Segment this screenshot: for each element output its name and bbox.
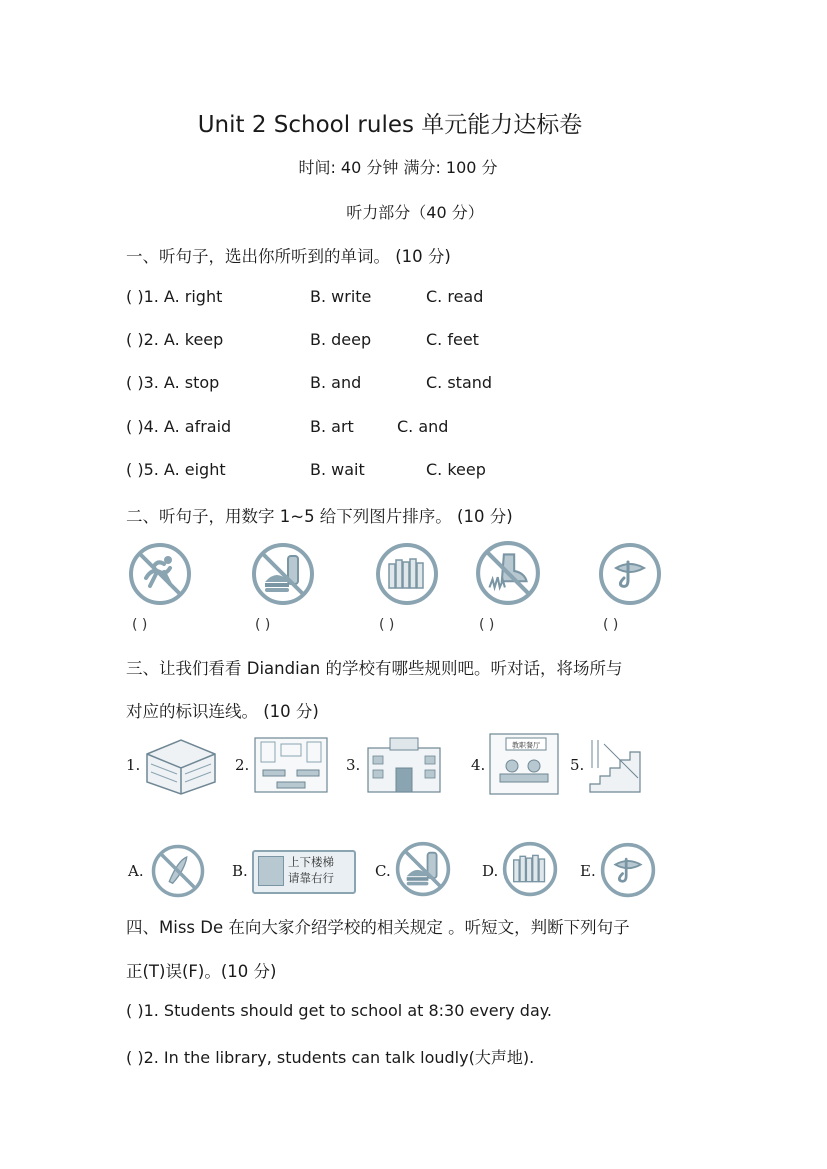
quiet-icon <box>598 542 662 606</box>
sign-label-b: B. <box>232 862 248 880</box>
order-blank-4[interactable]: ( ) <box>479 617 495 633</box>
sign-label-d: D. <box>482 862 499 880</box>
scene-number-5: 5. <box>570 756 585 774</box>
crayons-sign-icon <box>501 840 559 898</box>
scene-number-4: 4. <box>471 756 486 774</box>
q5-option-a: ( )5. A. eight <box>126 460 226 479</box>
canteen-sign-text: 教职餐厅 <box>512 741 540 750</box>
q3-option-a: ( )3. A. stop <box>126 373 220 392</box>
no-stepping-grass-sign-icon <box>150 843 206 899</box>
sign-label-a: A. <box>128 862 144 880</box>
crayons-icon <box>375 542 439 606</box>
page-title: Unit 2 School rules 单元能力达标卷 <box>197 112 583 138</box>
stairs-keep-right-sign <box>252 850 356 894</box>
exam-meta: 时间: 40 分钟 满分: 100 分 <box>298 158 498 177</box>
q5-option-b: B. wait <box>310 460 365 479</box>
q2-option-c: C. feet <box>426 330 479 349</box>
stairs-sign-icon <box>258 856 284 886</box>
section3-heading-line2: 对应的标识连线。 (10 分) <box>126 702 319 721</box>
q3-option-b: B. and <box>310 373 362 392</box>
canteen-illustration <box>488 732 560 796</box>
school-building-illustration <box>364 734 444 796</box>
q1-option-b: B. write <box>310 287 372 306</box>
library-illustration <box>251 734 331 796</box>
stairs-illustration <box>586 738 644 796</box>
section4-heading-line1: 四、Miss De 在向大家介绍学校的相关规定 。听短文，判断下列句子 <box>126 918 630 937</box>
tf-question-1: ( )1. Students should get to school at 8:30 every day. <box>126 1001 553 1020</box>
q2-option-a: ( )2. A. keep <box>126 330 224 349</box>
order-blank-1[interactable]: ( ) <box>132 617 148 633</box>
q2-option-b: B. deep <box>310 330 372 349</box>
section3-heading-line1: 三、让我们看看 Diandian 的学校有哪些规则吧。听对话，将场所与 <box>126 659 623 678</box>
q4-option-b: B. art <box>310 417 354 436</box>
tf-question-2: ( )2. In the library, students can talk loudly(大声地). <box>126 1048 535 1067</box>
sign-label-e: E. <box>580 862 596 880</box>
order-blank-5[interactable]: ( ) <box>603 617 619 633</box>
scene-number-2: 2. <box>235 756 250 774</box>
q5-option-c: C. keep <box>426 460 486 479</box>
order-blank-2[interactable]: ( ) <box>255 617 271 633</box>
section4-heading-line2: 正(T)误(F)。(10 分) <box>126 962 277 981</box>
scene-number-1: 1. <box>126 756 141 774</box>
no-running-icon <box>128 542 192 606</box>
no-stepping-grass-icon <box>475 540 541 606</box>
order-blank-3[interactable]: ( ) <box>379 617 395 633</box>
no-food-sign-icon <box>394 840 452 898</box>
q1-option-c: C. read <box>426 287 484 306</box>
q1-option-a: ( )1. A. right <box>126 287 223 306</box>
q4-option-c: C. and <box>397 417 449 436</box>
stairs-sign-line1: 上下楼梯 <box>288 855 334 869</box>
q3-option-c: C. stand <box>426 373 493 392</box>
listening-part-heading: 听力部分（40 分） <box>346 203 484 222</box>
scene-number-3: 3. <box>346 756 361 774</box>
sign-label-c: C. <box>375 862 391 880</box>
no-food-icon <box>251 542 315 606</box>
section1-heading: 一、听句子，选出你所听到的单词。 (10 分) <box>126 247 451 266</box>
stairs-sign-line2: 请靠右行 <box>288 871 334 885</box>
gym-building-illustration <box>143 734 219 796</box>
section2-heading: 二、听句子，用数字 1~5 给下列图片排序。 (10 分) <box>126 507 513 526</box>
quiet-sign-icon <box>599 841 657 899</box>
q4-option-a: ( )4. A. afraid <box>126 417 232 436</box>
